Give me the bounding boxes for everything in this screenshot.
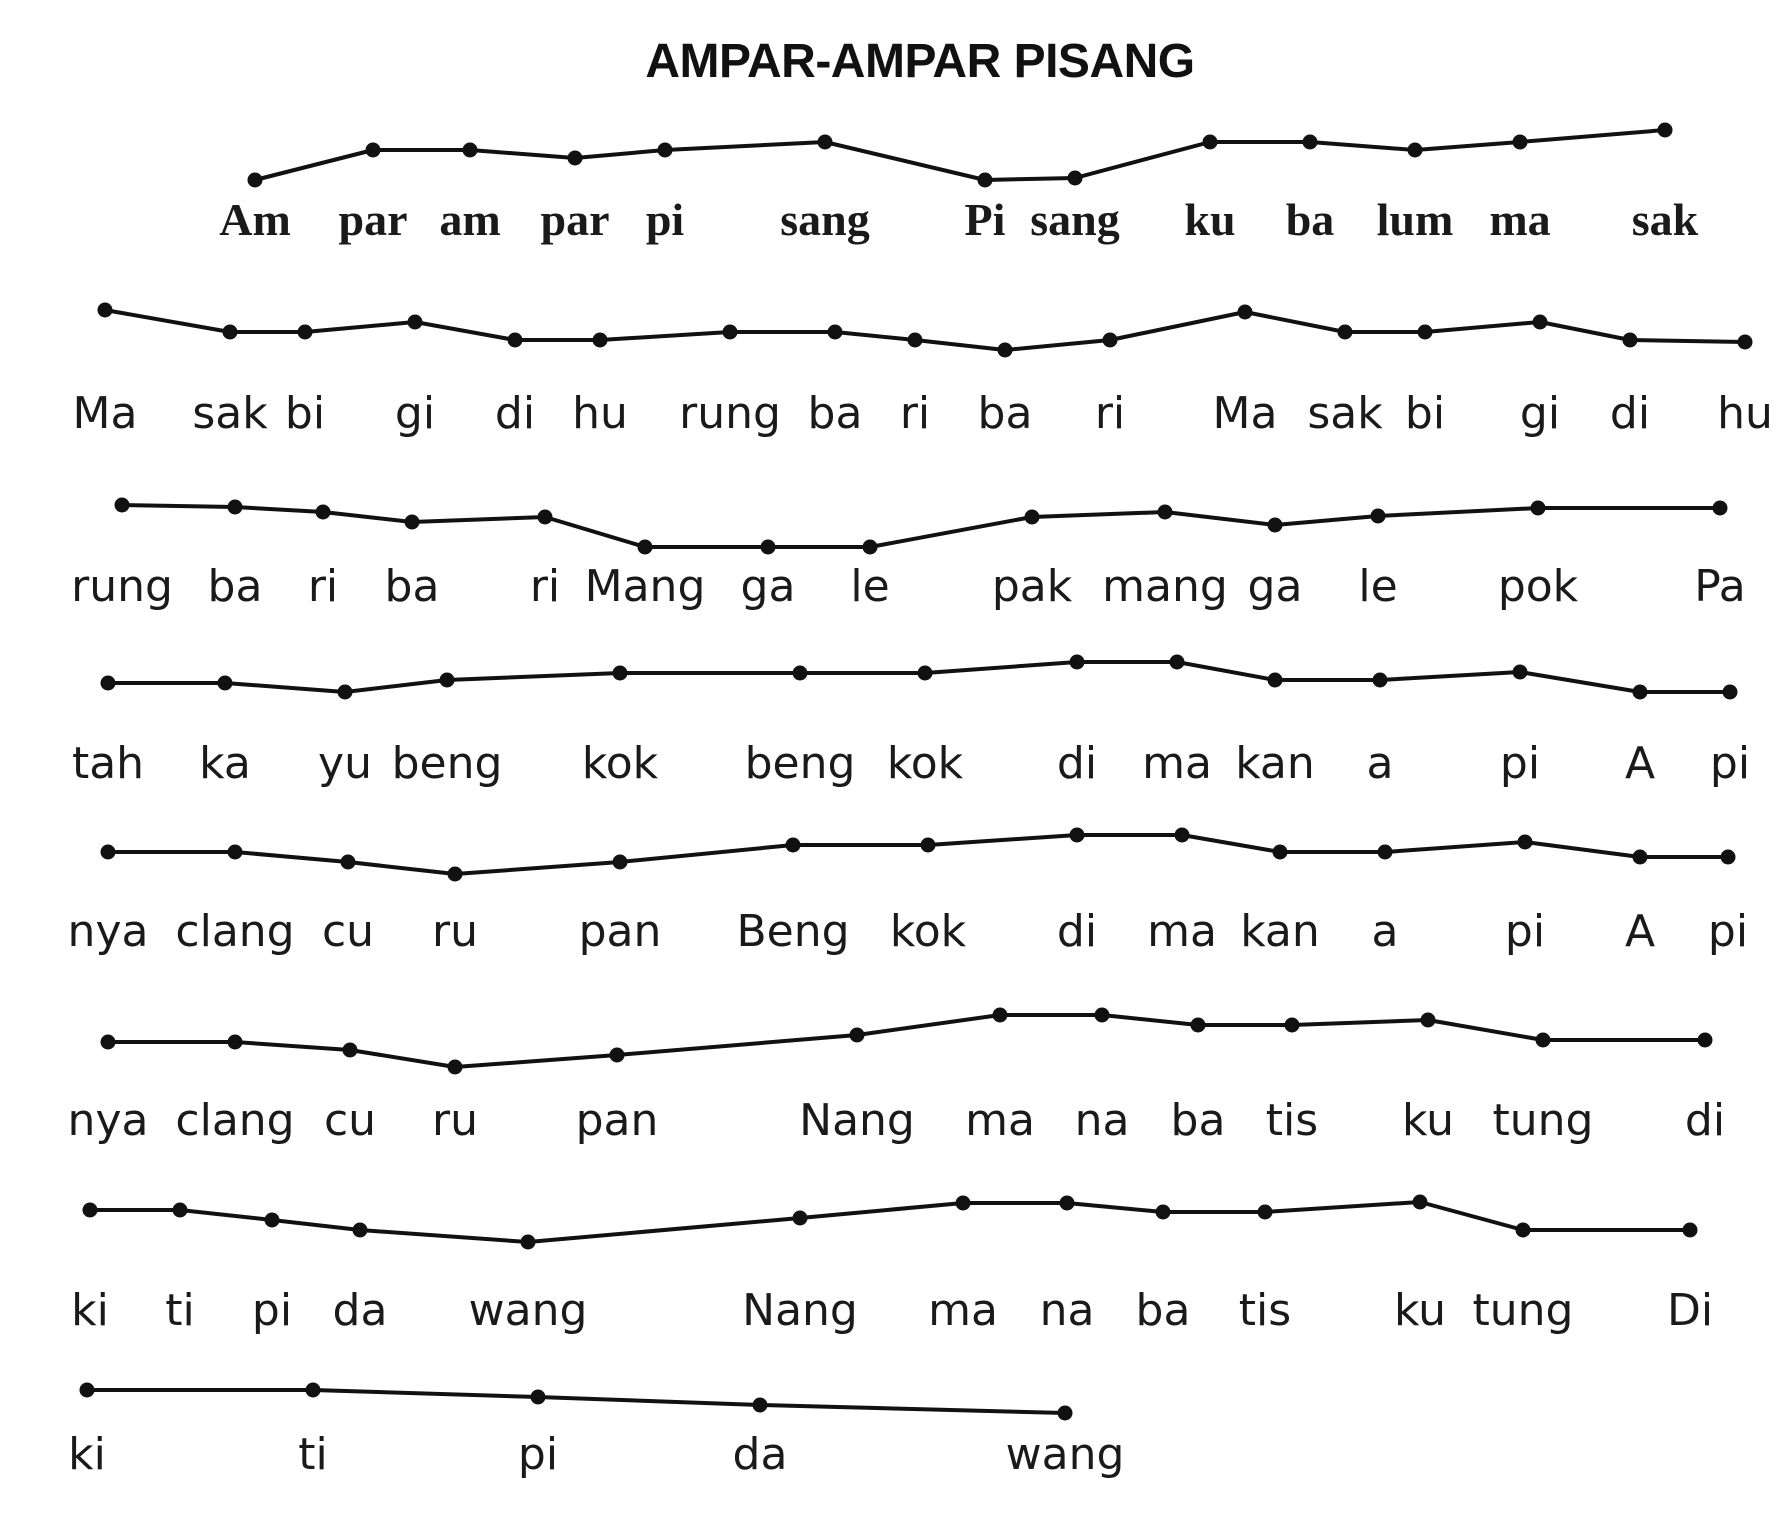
melody-note-dot [956, 1196, 971, 1211]
melody-note-dot [828, 325, 843, 340]
lyric-syllable: kan [1235, 738, 1315, 789]
lyric-syllable: lum [1376, 194, 1454, 245]
melody-note-dot [1713, 501, 1728, 516]
lyric-syllable: mang [1102, 561, 1228, 612]
lyric-syllable: kok [889, 906, 967, 957]
melody-note-dot [1513, 135, 1528, 150]
song-title: AMPAR-AMPAR PISANG [645, 35, 1195, 88]
lyric-syllable: Nang [799, 1095, 915, 1146]
lyric-syllable: pi [1709, 738, 1751, 789]
lyric-syllable: ma [1489, 194, 1551, 245]
lyric-syllable: beng [391, 738, 503, 789]
melody-note-dot [353, 1223, 368, 1238]
lyric-syllable: par [338, 194, 408, 245]
melody-note-dot [658, 143, 673, 158]
lyric-syllable: gi [394, 388, 436, 439]
melody-note-dot [248, 173, 263, 188]
lyric-syllable: ma [928, 1285, 998, 1336]
lyric-syllable: kan [1240, 906, 1320, 957]
melody-note-dot [228, 500, 243, 515]
lyric-syllable: ma [1147, 906, 1217, 957]
lyric-syllable: ga [740, 561, 796, 612]
melody-note-dot [1095, 1008, 1110, 1023]
lyric-syllable: di [1056, 738, 1098, 789]
lyric-syllable: ba [1135, 1285, 1191, 1336]
lyric-syllable: ti [165, 1285, 195, 1336]
melody-note-dot [761, 540, 776, 555]
melody-note-dot [753, 1398, 768, 1413]
melody-note-dot [80, 1383, 95, 1398]
melody-note-dot [1623, 333, 1638, 348]
lyric-syllable: a [1371, 906, 1399, 957]
lyric-syllable: kok [886, 738, 964, 789]
lyric-syllable: pi [251, 1285, 293, 1336]
melody-note-dot [463, 143, 478, 158]
lyric-syllable: Beng [736, 906, 850, 957]
melody-note-dot [1723, 685, 1738, 700]
lyric-syllable: ri [307, 561, 339, 612]
melody-note-dot [993, 1008, 1008, 1023]
melody-note-dot [908, 333, 923, 348]
lyric-syllable: pan [575, 1095, 659, 1146]
melody-note-dot [1513, 665, 1528, 680]
lyric-syllable: pi [517, 1429, 559, 1480]
melody-note-dot [1170, 655, 1185, 670]
melody-note-dot [1533, 315, 1548, 330]
melody-note-dot [1070, 655, 1085, 670]
melody-note-dot [1738, 335, 1753, 350]
lyric-syllable: rung [679, 388, 781, 439]
melody-note-dot [1025, 510, 1040, 525]
lyric-syllable: rung [71, 561, 173, 612]
melody-note-dot [408, 315, 423, 330]
lyric-syllable: ki [68, 1429, 106, 1480]
melody-note-dot [1273, 845, 1288, 860]
lyric-syllable: ga [1247, 561, 1303, 612]
melody-note-dot [1518, 835, 1533, 850]
melody-note-dot [1531, 501, 1546, 516]
lyric-syllable: Pa [1694, 561, 1746, 612]
melody-note-dot [1070, 828, 1085, 843]
lyric-syllable: ba [207, 561, 263, 612]
lyric-syllable: pan [578, 906, 662, 957]
melody-note-dot [1373, 673, 1388, 688]
lyric-syllable: hu [572, 388, 628, 439]
melody-note-dot [448, 1060, 463, 1075]
melody-note-dot [366, 143, 381, 158]
melody-note-dot [440, 673, 455, 688]
melody-note-dot [793, 1211, 808, 1226]
lyric-syllable: hu [1717, 388, 1773, 439]
lyric-syllable: Am [219, 194, 291, 245]
lyric-syllable: ba [1285, 194, 1335, 245]
melody-note-dot [1516, 1223, 1531, 1238]
lyric-syllable: a [1366, 738, 1394, 789]
lyric-syllable: ku [1401, 1095, 1455, 1146]
lyric-syllable: di [494, 388, 536, 439]
melody-note-dot [228, 1035, 243, 1050]
lyric-syllable: sang [1030, 194, 1120, 245]
lyric-syllable: di [1609, 388, 1651, 439]
lyric-syllable: ku [1184, 194, 1236, 245]
melody-note-dot [1268, 673, 1283, 688]
melody-note-dot [1658, 123, 1673, 138]
melody-note-dot [610, 1048, 625, 1063]
melody-note-dot [101, 676, 116, 691]
lyric-syllable: da [732, 1429, 788, 1480]
melody-note-dot [1413, 1195, 1428, 1210]
melody-note-dot [918, 666, 933, 681]
melody-note-dot [338, 685, 353, 700]
lyric-syllable: par [540, 194, 610, 245]
lyric-syllable: Mang [584, 561, 706, 612]
lyric-syllable: da [332, 1285, 388, 1336]
lyric-syllable: A [1624, 738, 1656, 789]
melody-note-dot [1536, 1033, 1551, 1048]
lyric-syllable: wang [468, 1285, 588, 1336]
melody-note-dot [1191, 1018, 1206, 1033]
lyric-syllable: bi [284, 388, 326, 439]
lyric-syllable: pi [1499, 738, 1541, 789]
melody-note-dot [265, 1213, 280, 1228]
lyric-syllable: tung [1492, 1095, 1594, 1146]
lyric-syllable: di [1056, 906, 1098, 957]
lyric-syllable: Ma [1212, 388, 1278, 439]
lyric-syllable: ru [432, 906, 478, 957]
melody-note-dot [921, 838, 936, 853]
melody-note-dot [1633, 685, 1648, 700]
lyric-syllable: di [1684, 1095, 1726, 1146]
melody-note-dot [538, 510, 553, 525]
lyric-syllable: ru [432, 1095, 478, 1146]
melody-note-dot [863, 540, 878, 555]
melody-note-dot [1421, 1013, 1436, 1028]
lyric-syllable: ri [1094, 388, 1126, 439]
lyric-syllable: ba [1170, 1095, 1226, 1146]
lyric-syllable: gi [1519, 388, 1561, 439]
melody-note-dot [98, 303, 113, 318]
melody-contour-line-8 [87, 1390, 1065, 1413]
lyric-syllable: ri [529, 561, 561, 612]
melody-note-dot [998, 343, 1013, 358]
melody-note-dot [1158, 505, 1173, 520]
melody-note-dot [1175, 828, 1190, 843]
lyric-syllable: ma [965, 1095, 1035, 1146]
melody-note-dot [531, 1390, 546, 1405]
melody-note-dot [568, 151, 583, 166]
melody-note-dot [613, 855, 628, 870]
melody-note-dot [1371, 509, 1386, 524]
melody-note-dot [723, 325, 738, 340]
melody-note-dot [1698, 1033, 1713, 1048]
lyric-syllable: yu [318, 738, 372, 789]
lyric-syllable: Di [1666, 1285, 1714, 1336]
lyric-syllable: am [439, 194, 501, 245]
lyric-syllable: le [1358, 561, 1398, 612]
melody-contour-line-7 [90, 1202, 1690, 1242]
lyric-syllable: nya [67, 906, 149, 957]
lyric-syllable: cu [323, 1095, 377, 1146]
lyric-syllable: na [1039, 1285, 1095, 1336]
melody-note-dot [1068, 171, 1083, 186]
melody-note-dot [1156, 1205, 1171, 1220]
melody-note-dot [593, 333, 608, 348]
lyric-syllable: ki [71, 1285, 109, 1336]
lyric-syllable: pi [645, 194, 685, 245]
melody-note-dot [115, 498, 130, 513]
melody-note-dot [1721, 850, 1736, 865]
melody-note-dot [101, 845, 116, 860]
lyric-syllable: clang [175, 1095, 295, 1146]
lyric-syllable: Ma [72, 388, 138, 439]
lyric-syllable: pak [991, 561, 1073, 612]
melody-note-dot [1238, 305, 1253, 320]
melody-note-dot [638, 540, 653, 555]
melody-note-dot [1258, 1205, 1273, 1220]
melody-note-dot [818, 135, 833, 150]
lyric-syllable: nya [67, 1095, 149, 1146]
lyric-syllable: pi [1707, 906, 1749, 957]
melody-note-dot [1268, 518, 1283, 533]
lyric-syllable: A [1624, 906, 1656, 957]
melody-note-dot [1683, 1223, 1698, 1238]
melody-note-dot [1418, 325, 1433, 340]
melody-note-dot [218, 676, 233, 691]
lyric-syllable: ba [977, 388, 1033, 439]
melody-note-dot [508, 333, 523, 348]
lyric-syllable: clang [175, 906, 295, 957]
lyric-syllable: tis [1238, 1285, 1292, 1336]
lyric-syllable: wang [1005, 1429, 1125, 1480]
melody-note-dot [1338, 325, 1353, 340]
lyric-syllable: pi [1504, 906, 1546, 957]
lyric-syllable: tung [1472, 1285, 1574, 1336]
melody-note-dot [1408, 143, 1423, 158]
lyric-syllable: Nang [742, 1285, 858, 1336]
melody-note-dot [1633, 850, 1648, 865]
lyric-syllable: Pi [964, 194, 1006, 245]
lyric-syllable: sak [192, 388, 268, 439]
lyric-syllable: ma [1142, 738, 1212, 789]
melody-contour-line-6 [108, 1015, 1705, 1067]
melody-contour-line-3 [122, 505, 1720, 547]
melody-note-dot [613, 666, 628, 681]
melody-note-dot [223, 325, 238, 340]
melody-note-dot [1378, 845, 1393, 860]
melody-note-dot [298, 325, 313, 340]
lyric-syllable: cu [321, 906, 375, 957]
lyric-syllable: kok [581, 738, 659, 789]
lyric-syllable: beng [744, 738, 856, 789]
melody-note-dot [1058, 1406, 1073, 1421]
melody-note-dot [448, 867, 463, 882]
melody-note-dot [793, 666, 808, 681]
melody-note-dot [850, 1028, 865, 1043]
melody-note-dot [978, 173, 993, 188]
lyric-syllable: le [850, 561, 890, 612]
melody-note-dot [228, 845, 243, 860]
lyric-syllable: bi [1404, 388, 1446, 439]
melody-note-dot [306, 1383, 321, 1398]
lyric-syllable: ka [199, 738, 251, 789]
lyric-syllable: ba [384, 561, 440, 612]
melody-note-dot [1285, 1018, 1300, 1033]
melody-contour-line-2 [105, 310, 1745, 350]
melody-note-dot [316, 505, 331, 520]
melody-note-dot [101, 1035, 116, 1050]
lyric-syllable: sak [1307, 388, 1383, 439]
melody-note-dot [173, 1203, 188, 1218]
lyric-syllable: ku [1393, 1285, 1447, 1336]
lyric-syllable: sak [1631, 194, 1699, 245]
lyric-syllable: tah [71, 738, 145, 789]
melody-note-dot [1303, 135, 1318, 150]
melody-note-dot [1103, 333, 1118, 348]
lyric-syllable: ri [899, 388, 931, 439]
melody-note-dot [1060, 1196, 1075, 1211]
melody-note-dot [341, 855, 356, 870]
melody-note-dot [83, 1203, 98, 1218]
melody-note-dot [521, 1235, 536, 1250]
lyric-syllable: tis [1265, 1095, 1319, 1146]
lyric-syllable: ba [807, 388, 863, 439]
lyric-syllable: sang [780, 194, 870, 245]
lyric-syllable: pok [1497, 561, 1579, 612]
melody-note-dot [1203, 135, 1218, 150]
lyric-syllable: ti [298, 1429, 328, 1480]
lyric-syllable: na [1074, 1095, 1130, 1146]
melody-note-dot [343, 1043, 358, 1058]
melody-note-dot [405, 515, 420, 530]
melody-note-dot [786, 838, 801, 853]
